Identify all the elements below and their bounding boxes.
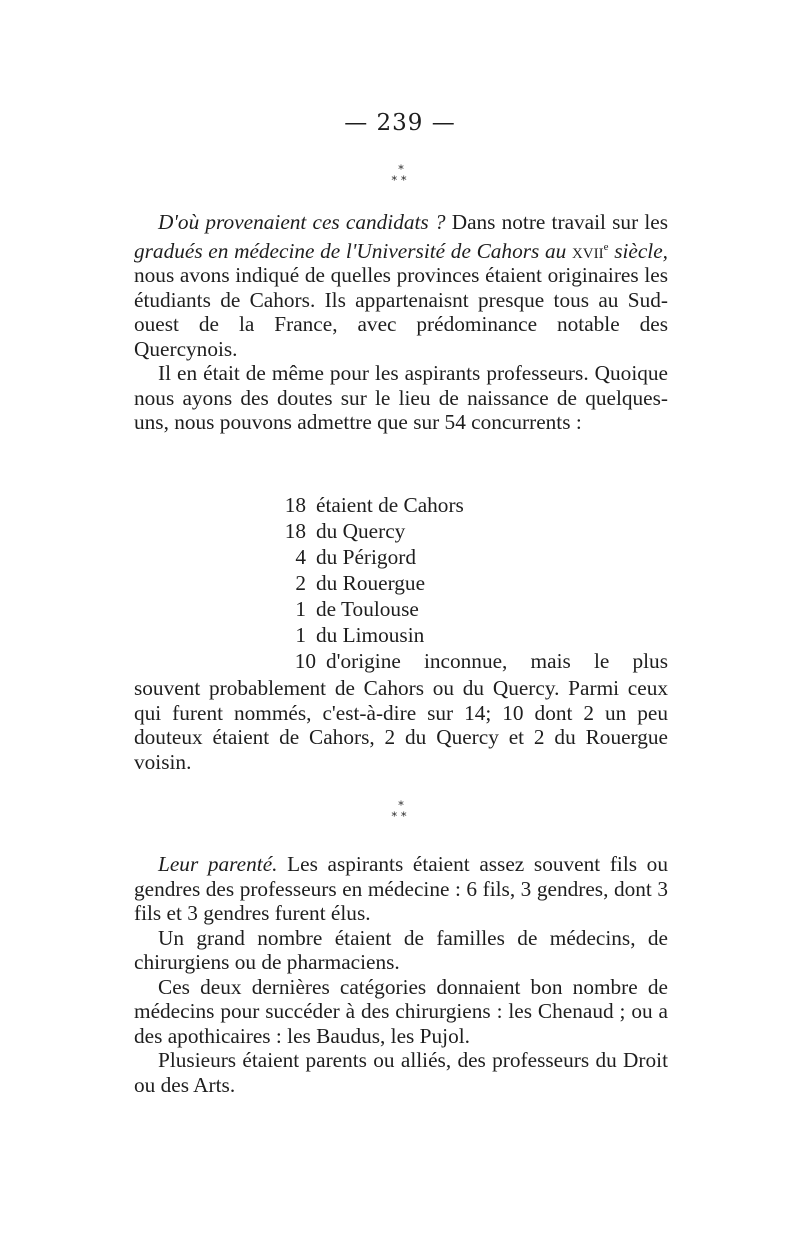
origins-place: de Toulouse [316, 597, 419, 621]
origins-row [278, 544, 578, 570]
section-origins [134, 210, 668, 435]
asterism-1 [381, 164, 421, 188]
paragraph-origins-intro: D'où provenaient ces candidats ? Dans notre travail sur les gradués en médecine de l'Université de Cahors au xvii$^e$ siècle, nous avons indiqué de quelles provinces étaient originaires les étudiants de Cahors. Ils appartenaisnt presque tous au Sud-ouest de la France, avec prédominance notable des Quercynois. [134, 210, 668, 361]
origins-place: du Quercy [316, 519, 406, 543]
origins-unknown-line [288, 648, 668, 674]
paragraph-continuation: souvent probablement de Cahors ou du Quercy. Parmi ceux qui furent nommés, c'est-à-dire sur 14; 10 dont 2 un peu douteux étaient de Cahors, 2 du Quercy et 2 du Rouergue voisin. [134, 676, 668, 774]
origins-row [278, 492, 578, 518]
origins-count: 2 [295, 571, 306, 595]
asterism-2 [381, 800, 421, 824]
origins-row [278, 596, 578, 622]
origins-row [278, 622, 578, 648]
origins-place: étaient de Cahors [316, 493, 464, 517]
paragraph-parente: Leur parenté. Les aspirants étaient assez souvent fils ou gendres des professeurs en médecine : 6 fils, 3 gendres, dont 3 fils et 3 gendres furent élus. [134, 852, 668, 925]
origins-count: 10 [294, 649, 316, 673]
origins-count: 18 [284, 493, 306, 517]
paragraph-allies: Plusieurs étaient parents ou alliés, des professeurs du Droit ou des Arts. [134, 1048, 668, 1097]
origins-continuation [134, 676, 668, 774]
asterism-star: * [398, 799, 404, 812]
paragraph-families: Un grand nombre étaient de familles de médecins, de chirurgiens ou de pharmaciens. [134, 925, 668, 974]
page-number: — 239 — [344, 110, 456, 136]
origins-count: 18 [284, 519, 306, 543]
origins-count: 1 [295, 597, 306, 621]
section-parente [134, 852, 668, 1097]
origins-place: du Périgord [316, 545, 416, 569]
paragraph-categories: Ces deux dernières catégories donnaient bon nombre de médecins pour succéder à des chirurgiens : les Chenaud ; ou a des apothicaires : les Baudus, les Pujol. [134, 974, 668, 1048]
origins-row [278, 518, 578, 544]
origins-place: du Limousin [316, 623, 425, 647]
asterism-stars: ** [391, 174, 411, 187]
origins-place: d'origine inconnue, mais le plus [326, 649, 668, 673]
origins-place: du Rouergue [316, 571, 426, 595]
origins-count: 1 [295, 623, 306, 647]
paragraph-aspirants: Il en était de même pour les aspirants professeurs. Quoique nous ayons des doutes sur le lieu de naissance de quelques-uns, nous pouvons admettre que sur 54 concurrents : [134, 361, 668, 435]
asterism-star: * [398, 163, 404, 176]
origins-count: 4 [295, 545, 306, 569]
asterism-stars: ** [391, 810, 411, 823]
origins-list [278, 492, 578, 648]
origins-row [278, 570, 578, 596]
